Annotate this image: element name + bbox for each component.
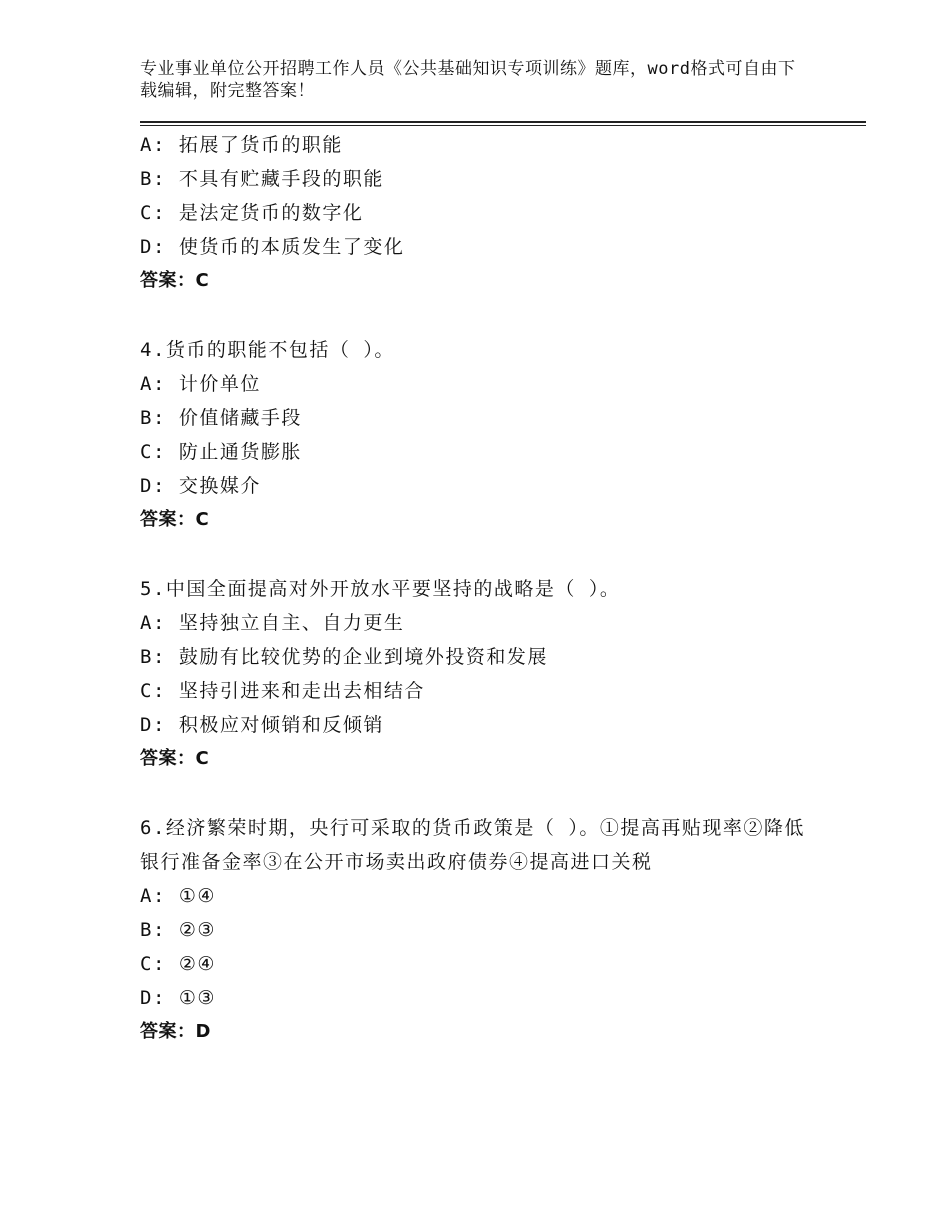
answer-label: 答案：D xyxy=(140,1021,211,1042)
answer-label: 答案：C xyxy=(140,270,210,291)
question-text: 5.中国全面提高对外开放水平要坚持的战略是（ ）。 xyxy=(140,578,621,600)
option-a: A: ①④ xyxy=(140,885,216,907)
option-b: B: 鼓励有比较优势的企业到境外投资和发展 xyxy=(140,646,548,668)
option-d: D: 交换媒介 xyxy=(140,475,261,497)
option-c: C: 坚持引进来和走出去相结合 xyxy=(140,680,425,702)
option-a: A: 拓展了货币的职能 xyxy=(140,134,343,156)
question-text: 6.经济繁荣时期，央行可采取的货币政策是（ ）。①提高再贴现率②降低银行准备金率③在公开市场卖出政府债券④提高进口关税 xyxy=(140,817,805,873)
option-b: B: ②③ xyxy=(140,919,216,941)
question-5-block xyxy=(140,572,820,776)
answer-label: 答案：C xyxy=(140,509,210,530)
question-list xyxy=(140,128,820,1049)
option-c: C: ②④ xyxy=(140,953,216,975)
question-text: 4.货币的职能不包括（ ）。 xyxy=(140,339,395,361)
header-rule-thick xyxy=(140,121,866,123)
option-c: C: 是法定货币的数字化 xyxy=(140,202,364,224)
option-d: D: 积极应对倾销和反倾销 xyxy=(140,714,384,736)
question-3-block xyxy=(140,128,820,298)
option-a: A: 坚持独立自主、自力更生 xyxy=(140,612,405,634)
header-rule-thin xyxy=(140,125,866,126)
option-b: B: 价值储藏手段 xyxy=(140,407,302,429)
option-d: D: ①③ xyxy=(140,987,216,1009)
question-4-block xyxy=(140,333,820,537)
option-b: B: 不具有贮藏手段的职能 xyxy=(140,168,384,190)
answer-label: 答案：C xyxy=(140,748,210,769)
option-a: A: 计价单位 xyxy=(140,373,261,395)
document-header: 专业事业单位公开招聘工作人员《公共基础知识专项训练》题库，word格式可自由下载编辑，附完整答案！ xyxy=(140,59,796,101)
option-c: C: 防止通货膨胀 xyxy=(140,441,302,463)
question-6-block xyxy=(140,811,820,1049)
option-d: D: 使货币的本质发生了变化 xyxy=(140,236,405,258)
